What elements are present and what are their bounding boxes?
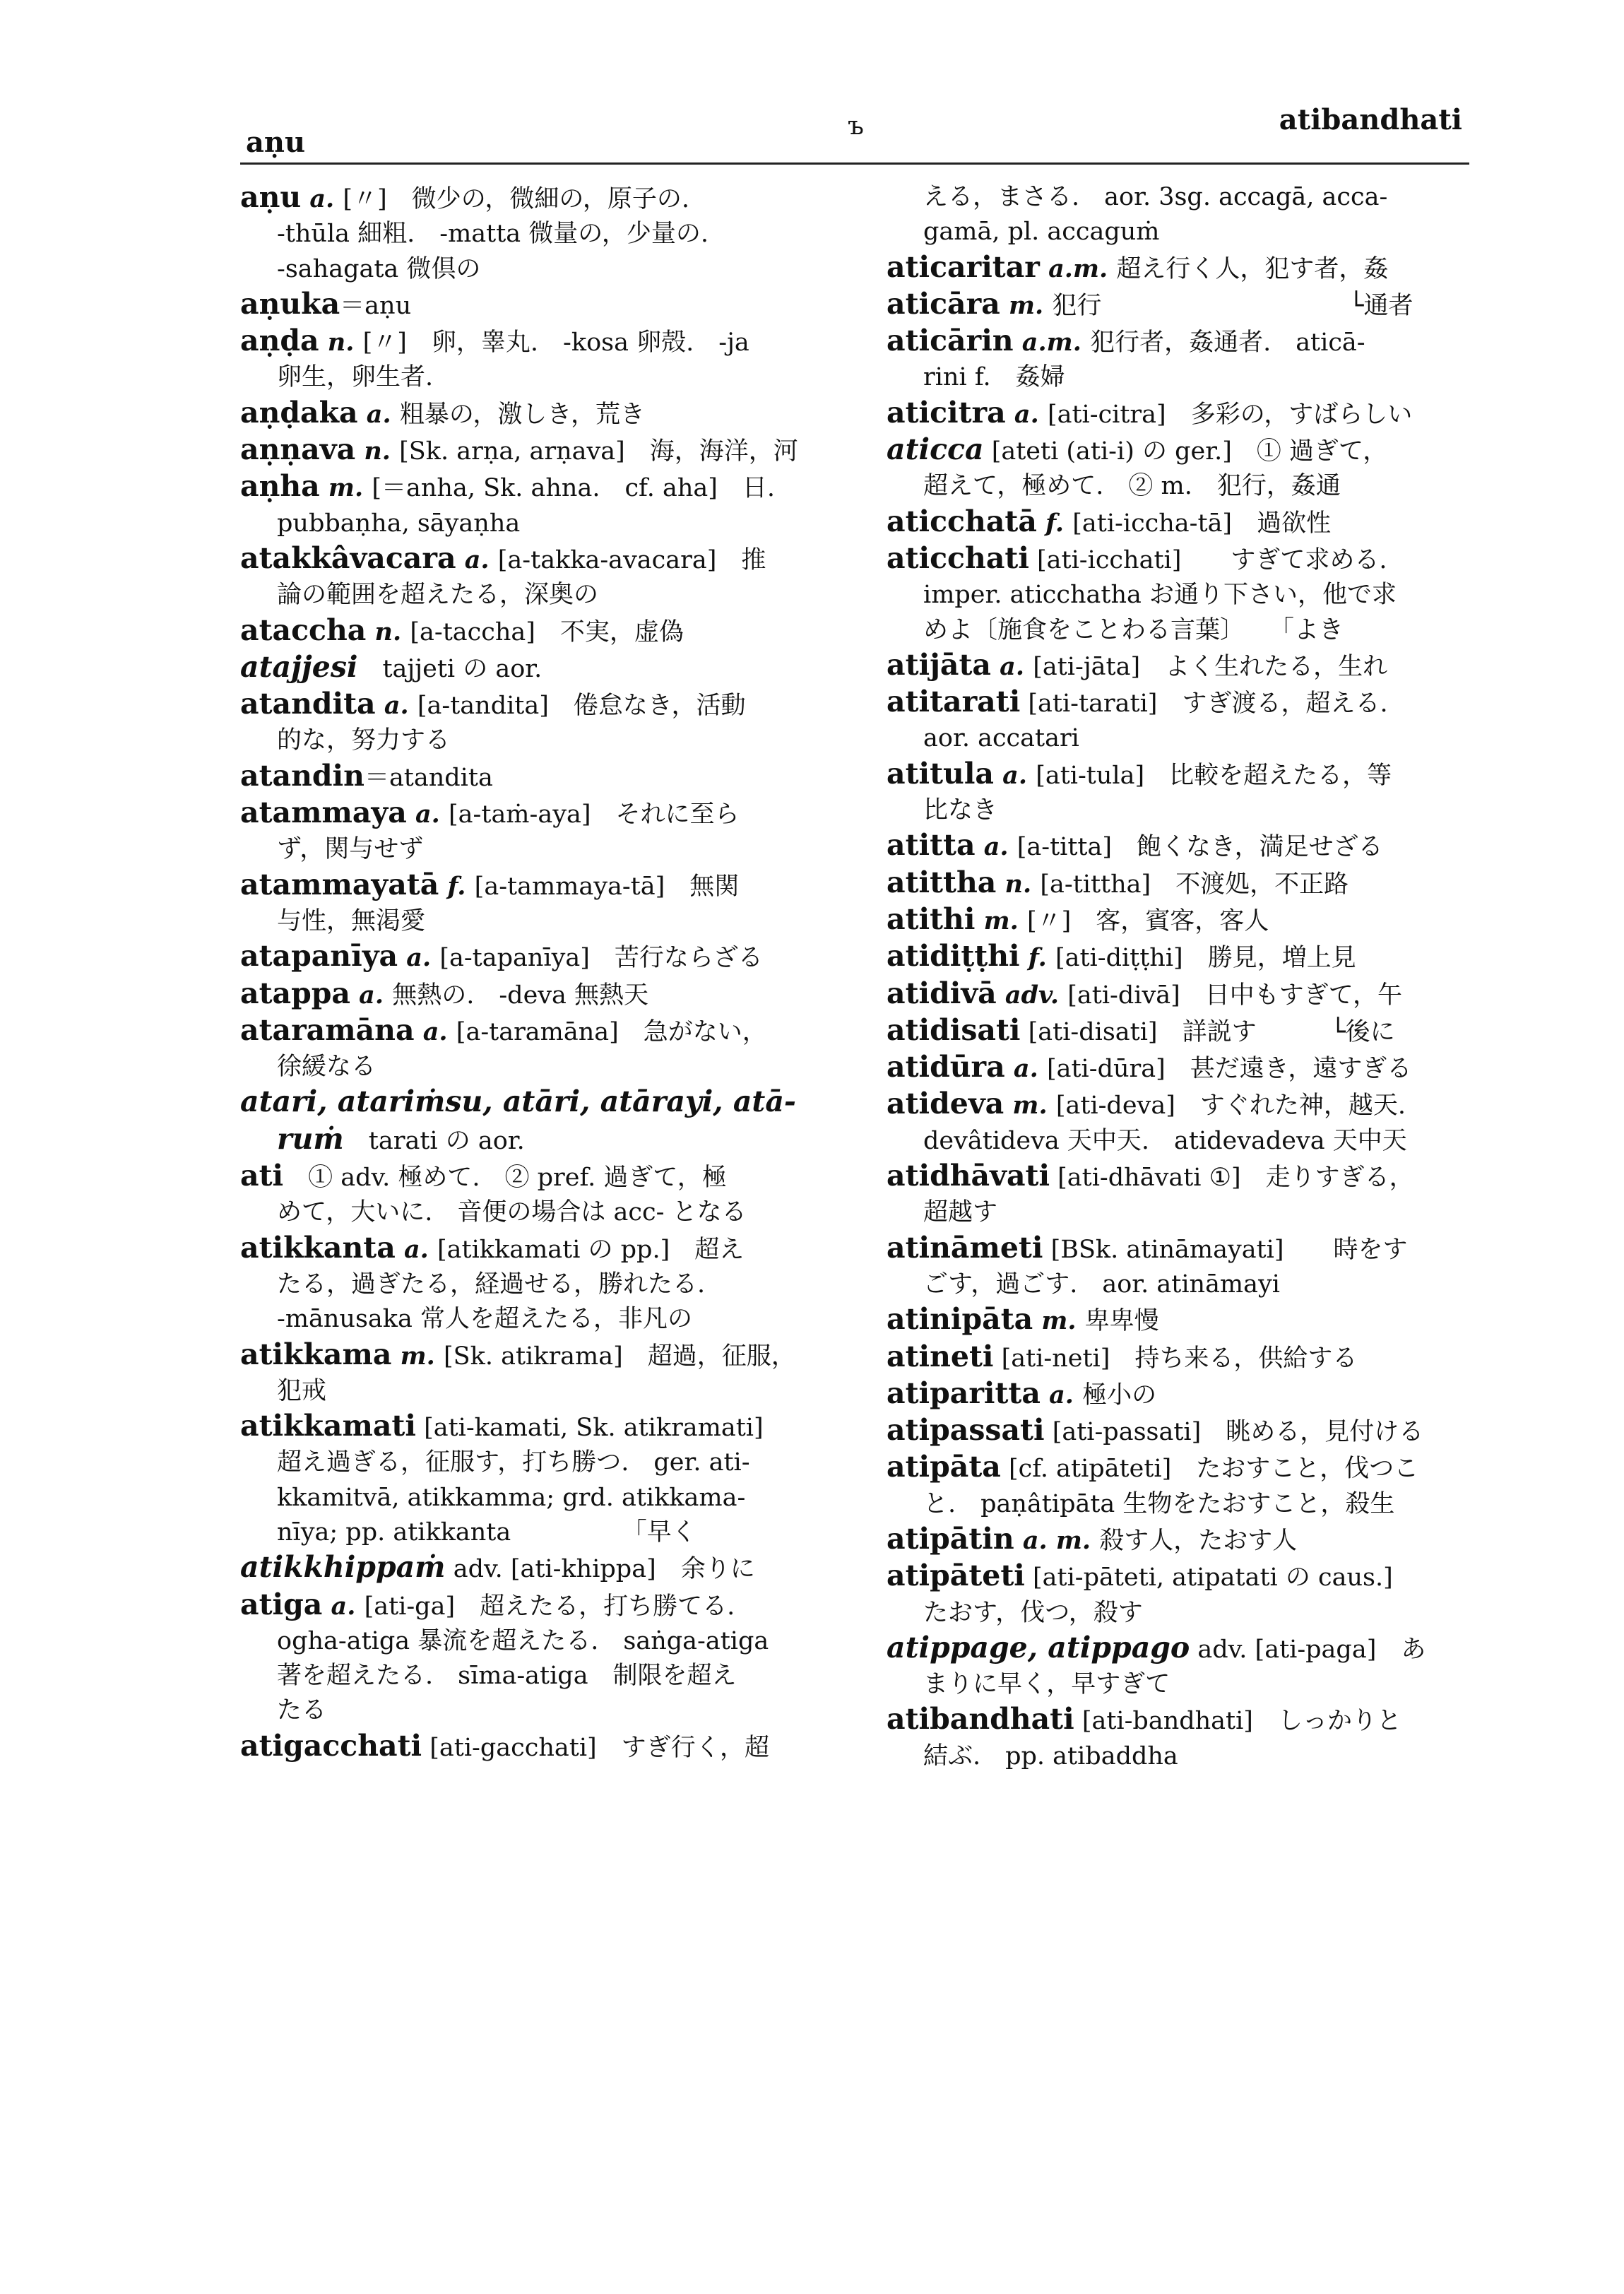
definition-text: [ati-tarati] すぎ渡る，超える. [1020,690,1388,719]
page-number: ъ [848,112,864,141]
dictionary-entry-line [887,1631,1494,1667]
dictionary-continuation-line [240,1195,862,1230]
dictionary-continuation-line [240,1445,862,1480]
definition-text: [BSk. atināmayati] 時をす [1043,1235,1408,1264]
definition-text: [a-titta] 飽くなき，満足せざる [1017,833,1383,862]
dictionary-continuation-line [887,215,1494,249]
dictionary-continuation-line [240,1693,862,1728]
grammar-label: a. [398,943,440,973]
definition-text: 超え行く人，犯す者，姦 [1116,254,1389,283]
definition-text: 論の範囲を超えたる，深奥の [277,581,599,610]
definition-text: adv. [ati-khippa] 余りに [445,1555,755,1584]
grammar-label: a.m. [1013,328,1091,357]
grammar-label: m. [1033,1306,1085,1336]
headword: aticca [887,432,984,467]
dictionary-continuation-line [887,1739,1494,1774]
definition-text: 犯戒 [277,1376,327,1405]
dictionary-entry-line [887,1702,1494,1739]
definition-text: 徐緩なる [277,1053,377,1082]
definition-text: kkamitvā, atikkamma; grd. atikkama- [277,1483,746,1512]
definition-text: 超えて，極めて. ② m. 犯行，姦通 [923,472,1341,501]
definition-text: える，まさる. aor. 3sg. accagā, acca- [923,183,1388,211]
dictionary-entry-line [887,1087,1494,1123]
dictionary-continuation-line [887,1667,1494,1702]
headword: atikkamati [240,1409,416,1443]
definition-text: [ati-dhāvati ①] 走りすぎる， [1050,1164,1414,1193]
definition-text: [Sk. arṇa, arṇava] 海，海洋，河 [399,437,798,466]
grammar-label: f. [1036,508,1073,538]
dictionary-entry-line [240,1084,862,1121]
dictionary-entry-line [240,469,862,506]
dictionary-entry-line [887,1231,1494,1267]
headword: atammayatā [240,867,439,901]
right-column [887,180,1494,1774]
headword: atikkanta [240,1230,396,1265]
definition-text: [ati-iccha-tā] 過欲性 [1072,509,1332,538]
definition-text: [ati-divā] 日中もすぎて，午 [1067,981,1403,1010]
headword: atipāta [887,1450,1001,1484]
dictionary-continuation-line [240,832,862,867]
definition-text: ＝atandita [364,763,493,792]
dictionary-entry-line [887,324,1494,360]
dictionary-continuation-line [887,1596,1494,1631]
grammar-label: f. [1019,943,1055,973]
headword: atitarati [887,685,1021,719]
headword: atinipāta [887,1302,1033,1337]
grammar-label: a. [406,800,449,829]
grammar-label: adv. [996,980,1068,1010]
definition-text: [ati-citra] 多彩の，すばらしい [1047,400,1413,429]
headword: atiga [240,1587,323,1621]
grammar-label: a. [975,832,1017,862]
definition-text: [〃] 微少の，微細の，原子の. [343,185,690,213]
headword: atari, atariṁsu, atāri, atārayi, atā- [240,1084,796,1119]
headword: ataccha [240,613,367,647]
dictionary-continuation-line [240,1050,862,1084]
headword: atammaya [240,796,407,830]
headword: aticchatā [887,504,1037,538]
headword: ruṁ [277,1121,344,1156]
dictionary-entry-line [240,976,862,1013]
left-column [240,180,862,1766]
definition-text: 無熱の. -deva 無熱天 [392,981,649,1010]
dictionary-entry-line [240,324,862,360]
grammar-label: n. [996,869,1041,899]
dictionary-entry-line [887,828,1494,865]
definition-text: [ati-bandhati] しっかりと [1074,1707,1401,1736]
dictionary-continuation-line [240,1481,862,1515]
headword: atappa [240,976,350,1010]
grammar-label: a. [357,399,400,429]
grammar-label: m. [319,473,372,503]
headword: atigacchati [240,1728,422,1763]
dictionary-entry-line [887,1450,1494,1486]
definition-text: nīya; pp. atikkanta 「早く [277,1518,697,1547]
dictionary-entry-line [240,939,862,976]
dictionary-entry-line [240,541,862,578]
dictionary-continuation-line [887,1124,1494,1159]
definition-text: tajjeti の aor. [357,654,543,683]
headword: atidisati [887,1012,1021,1047]
dictionary-entry-line [240,432,862,469]
dictionary-continuation-line [887,1487,1494,1522]
dictionary-continuation-line [240,360,862,395]
definition-text: 犯行 └通者 [1052,291,1413,320]
grammar-label: a. [375,691,417,721]
definition-text: [ati-tula] 比較を超えたる，等 [1036,761,1392,790]
dictionary-continuation-line [240,252,862,287]
headword: aticitra [887,395,1006,430]
definition-text: めて，大いに. 音便の場合は acc- となる [277,1198,747,1227]
dictionary-continuation-line [887,1195,1494,1230]
dictionary-entry-line [240,1231,862,1267]
definition-text: [ati-icchati] すぎて求める. [1029,545,1387,574]
dictionary-entry-line [887,541,1494,578]
headword: aṇuka [240,286,340,321]
dictionary-continuation-line [240,904,862,939]
dictionary-entry-line [240,287,862,324]
headword: atipāteti [887,1559,1025,1593]
definition-text: 超越す [923,1198,998,1227]
definition-text: [ati-ga] 超えたる，打ち勝てる. [364,1592,735,1621]
grammar-label: a. [456,545,498,574]
definition-text: [＝anha, Sk. ahna. cf. aha] 日. [372,474,776,503]
header-last-entry: atibandhati [1279,103,1462,136]
grammar-label: a. [1005,399,1048,429]
dictionary-entry-line [887,1376,1494,1413]
grammar-label: a. [1040,1380,1083,1409]
definition-text: [a-taramāna] 急がない， [456,1017,767,1046]
dictionary-entry-line [887,250,1494,287]
dictionary-continuation-line [887,180,1494,215]
dictionary-entry-line [240,180,862,217]
definition-text: [a-tammaya-tā] 無関 [474,872,740,901]
definition-text: 結ぶ. pp. atibaddha [923,1742,1178,1770]
grammar-label: m. [1000,290,1053,320]
dictionary-entry-line [887,1159,1494,1195]
headword: atijāta [887,647,991,682]
grammar-label: m. [1004,1091,1056,1121]
dictionary-entry-line [887,685,1494,721]
dictionary-continuation-line [240,1267,862,1302]
dictionary-entry-line [887,1050,1494,1087]
definition-text: 極小の [1082,1380,1157,1409]
headword: atipassati [887,1413,1045,1448]
definition-text: [ati-gacchati] すぎ行く，超 [422,1733,769,1762]
dictionary-entry-line [887,902,1494,939]
dictionary-entry-line [240,1122,862,1159]
definition-text: ① adv. 極めて. ② pref. 過ぎて，極 [283,1164,727,1193]
grammar-label: a. [301,184,343,213]
definition-text: devâtideva 天中天. atidevadeva 天中天 [923,1126,1407,1155]
headword: atidhāvati [887,1159,1050,1193]
definition-text: 著を超えたる. sīma-atiga 制限を超え [277,1662,737,1691]
definition-text: ごす，過ごす. aor. atināmayi [923,1270,1280,1299]
dictionary-continuation-line [240,507,862,541]
grammar-label: a. [1004,1054,1047,1084]
definition-text: 卵生，卵生者. [277,363,434,392]
definition-text: ＝aṇu [340,291,412,320]
dictionary-continuation-line [240,217,862,252]
grammar-label: a. [322,1591,364,1621]
headword: aṇu [240,180,302,214]
definition-text: pubbaṇha, sāyaṇha [277,509,521,538]
dictionary-entry-line [240,796,862,832]
definition-text: [ati-pāteti, atipatati の caus.] [1024,1563,1393,1592]
dictionary-continuation-line [240,1374,862,1409]
grammar-label: m. [391,1341,444,1371]
definition-text: [ati-neti] 持ち来る，供給する [993,1344,1358,1373]
definition-text: [a-taccha] 不実，虚偽 [410,617,684,646]
definition-text: [a-taṁ-aya] それに至ら [449,800,740,829]
grammar-label: a. [990,651,1033,681]
definition-text: adv. [ati-paga] あ [1190,1635,1426,1664]
definition-text: 犯行者，姦通者. aticā- [1090,329,1365,357]
definition-text: [Sk. atikrama] 超過，征服， [444,1342,796,1371]
dictionary-entry-line [887,1013,1494,1050]
dictionary-continuation-line [240,1624,862,1659]
headword: atidivā [887,976,997,1010]
dictionary-continuation-line [887,613,1494,648]
definition-text: 卑卑慢 [1084,1307,1159,1336]
definition-text: たる [277,1696,327,1725]
definition-text: -sahagata 微倶の [277,254,481,283]
definition-text: ず，関与せず [277,835,424,864]
definition-text: [a-takka-avacara] 推 [497,545,766,574]
dictionary-entry-line [887,396,1494,432]
definition-text: [a-tandita] 倦怠なき，活動 [417,692,746,721]
dictionary-entry-line [240,1729,862,1766]
headword: aṇṇava [240,432,356,467]
dictionary-continuation-line [887,360,1494,395]
headword: atineti [887,1339,994,1373]
definition-text: [a-tittha] 不渡処，不正路 [1040,870,1349,899]
headword: atakkâvacara [240,540,456,575]
headword: atidūra [887,1050,1005,1084]
grammar-label: a. [414,1017,456,1046]
headword: atibandhati [887,1702,1074,1737]
dictionary-entry-line [887,1340,1494,1376]
headword: aṇha [240,469,320,504]
dictionary-entry-line [240,1337,862,1374]
dictionary-entry-line [887,1302,1494,1339]
definition-text: rini f. 姦婦 [923,363,1065,392]
dictionary-continuation-line [887,793,1494,828]
grammar-label: a. [395,1234,438,1264]
definition-text: [atikkamati の pp.] 超え [437,1235,745,1264]
definition-text: [cf. atipāteti] たおすこと，伐つこ [1000,1455,1419,1484]
definition-text: [ati-dūra] 甚だ遠き，遠すぎる [1046,1055,1412,1084]
headword: atideva [887,1087,1004,1121]
dictionary-entry-line [887,1559,1494,1595]
dictionary-continuation-line [887,469,1494,504]
headword: atajjesi [240,649,358,684]
definition-text: たる，過ぎたる，経過せる，勝れたる. [277,1270,706,1299]
definition-text: [ati-passati] 眺める，見付ける [1044,1418,1424,1447]
grammar-label: n. [355,437,400,466]
dictionary-entry-line [240,650,862,687]
definition-text: [ati-disati] 詳説す └後に [1020,1017,1395,1046]
dictionary-entry-line [887,939,1494,976]
dictionary-entry-line [240,396,862,432]
dictionary-entry-line [240,1159,862,1195]
running-header [240,99,1469,165]
definition-text: 的な，努力する [277,726,451,755]
headword: atitula [887,756,994,791]
headword: atikkama [240,1337,392,1371]
definition-text: [ati-kamati, Sk. atikramati] [415,1414,764,1443]
headword: atithi [887,901,976,936]
headword: aticaritar [887,249,1040,284]
dictionary-entry-line [887,432,1494,469]
dictionary-continuation-line [887,721,1494,756]
dictionary-entry-line [887,648,1494,685]
dictionary-continuation-line [887,1267,1494,1302]
headword: atapanīya [240,939,398,974]
definition-text: まりに早く，早すぎて [923,1670,1170,1699]
definition-text: めよ〔施食をことわる言葉〕 「よき [923,615,1344,644]
headword: aticārin [887,324,1014,358]
headword: aticāra [887,286,1000,321]
definition-text: [〃] 卵，睾丸. -kosa 卵殻. -ja [362,329,749,357]
dictionary-entry-line [240,759,862,796]
headword: atandin [240,758,364,793]
definition-text: aor. accatari [923,724,1079,753]
grammar-label: a. [993,760,1036,790]
definition-text: [a-tapanīya] 苦行ならざる [439,944,763,973]
headword: atandita [240,687,376,721]
grammar-label: a. [350,980,393,1010]
definition-text: 殺す人，たおす人 [1099,1526,1298,1555]
headword: aticchati [887,540,1029,575]
definition-text: 比なき [923,796,998,825]
definition-text: gamā, pl. accaguṁ [923,218,1160,247]
dictionary-entry-line [240,687,862,723]
definition-text: -mānusaka 常人を超えたる，非凡の [277,1305,692,1334]
dictionary-entry-line [240,1013,862,1050]
definition-text: たおす，伐つ，殺す [923,1598,1143,1627]
dictionary-entry-line [240,868,862,904]
dictionary-entry-line [887,287,1494,324]
dictionary-continuation-line [240,1659,862,1693]
headword: atidiṭṭhi [887,939,1020,974]
grammar-label: a.m. [1039,254,1117,283]
dictionary-entry-line [887,1413,1494,1450]
definition-text: 超え過ぎる，征服す，打ち勝つ. ger. ati- [277,1448,750,1477]
definition-text: と. paṇâtipāta 生物をたおすこと，殺生 [923,1489,1395,1518]
dictionary-entry-line [887,504,1494,541]
grammar-label: f. [439,871,475,901]
definition-text: 与性，無渇愛 [277,906,426,935]
dictionary-entry-line [887,1522,1494,1559]
dictionary-entry-line [887,976,1494,1013]
definition-text: tarati の aor. [343,1126,525,1155]
dictionary-entry-line [887,757,1494,793]
dictionary-continuation-line [887,578,1494,613]
definition-text: [ati-jāta] よく生れたる，生れ [1033,652,1388,681]
grammar-label: m. [975,906,1027,935]
headword: ati [240,1159,284,1193]
grammar-label: n. [366,617,410,646]
dictionary-continuation-line [240,578,862,613]
definition-text: 粗暴の，激しき，荒き [399,400,646,429]
headword: atipātin [887,1521,1014,1556]
headword: atittha [887,865,997,899]
definition-text: ogha-atiga 暴流を超えたる. saṅga-atiga [277,1626,769,1655]
headword: atippage, atippago [887,1630,1190,1665]
headword: aṇḍa [240,324,319,358]
dictionary-entry-line [240,1409,862,1445]
header-first-entry: aṇu [246,126,306,159]
headword: atināmeti [887,1230,1043,1265]
dictionary-continuation-line [240,1302,862,1337]
definition-text: [ati-deva] すぐれた神，越天. [1055,1092,1406,1121]
headword: aṇḍaka [240,395,358,430]
dictionary-entry-line [240,613,862,650]
definition-text: [〃] 客，賓客，客人 [1027,906,1269,935]
definition-text: -thūla 細粗. -matta 微量の，少量の. [277,220,709,249]
headword: atiparitta [887,1376,1041,1410]
headword: atikkhippaṁ [240,1550,446,1585]
dictionary-entry-line [240,1550,862,1587]
dictionary-continuation-line [240,1515,862,1550]
headword: ataramāna [240,1012,415,1047]
dictionary-continuation-line [240,723,862,758]
dictionary-entry-line [240,1588,862,1624]
headword: atitta [887,828,976,863]
grammar-label: a. m. [1014,1525,1100,1555]
definition-text: imper. aticchatha お通り下さい，他で求 [923,581,1397,610]
definition-text: [ati-diṭṭhi] 勝見，増上見 [1055,944,1356,973]
dictionary-entry-line [887,865,1494,902]
grammar-label: n. [319,328,363,357]
definition-text: [ateti (ati-i) の ger.] ① 過ぎて， [983,437,1388,466]
